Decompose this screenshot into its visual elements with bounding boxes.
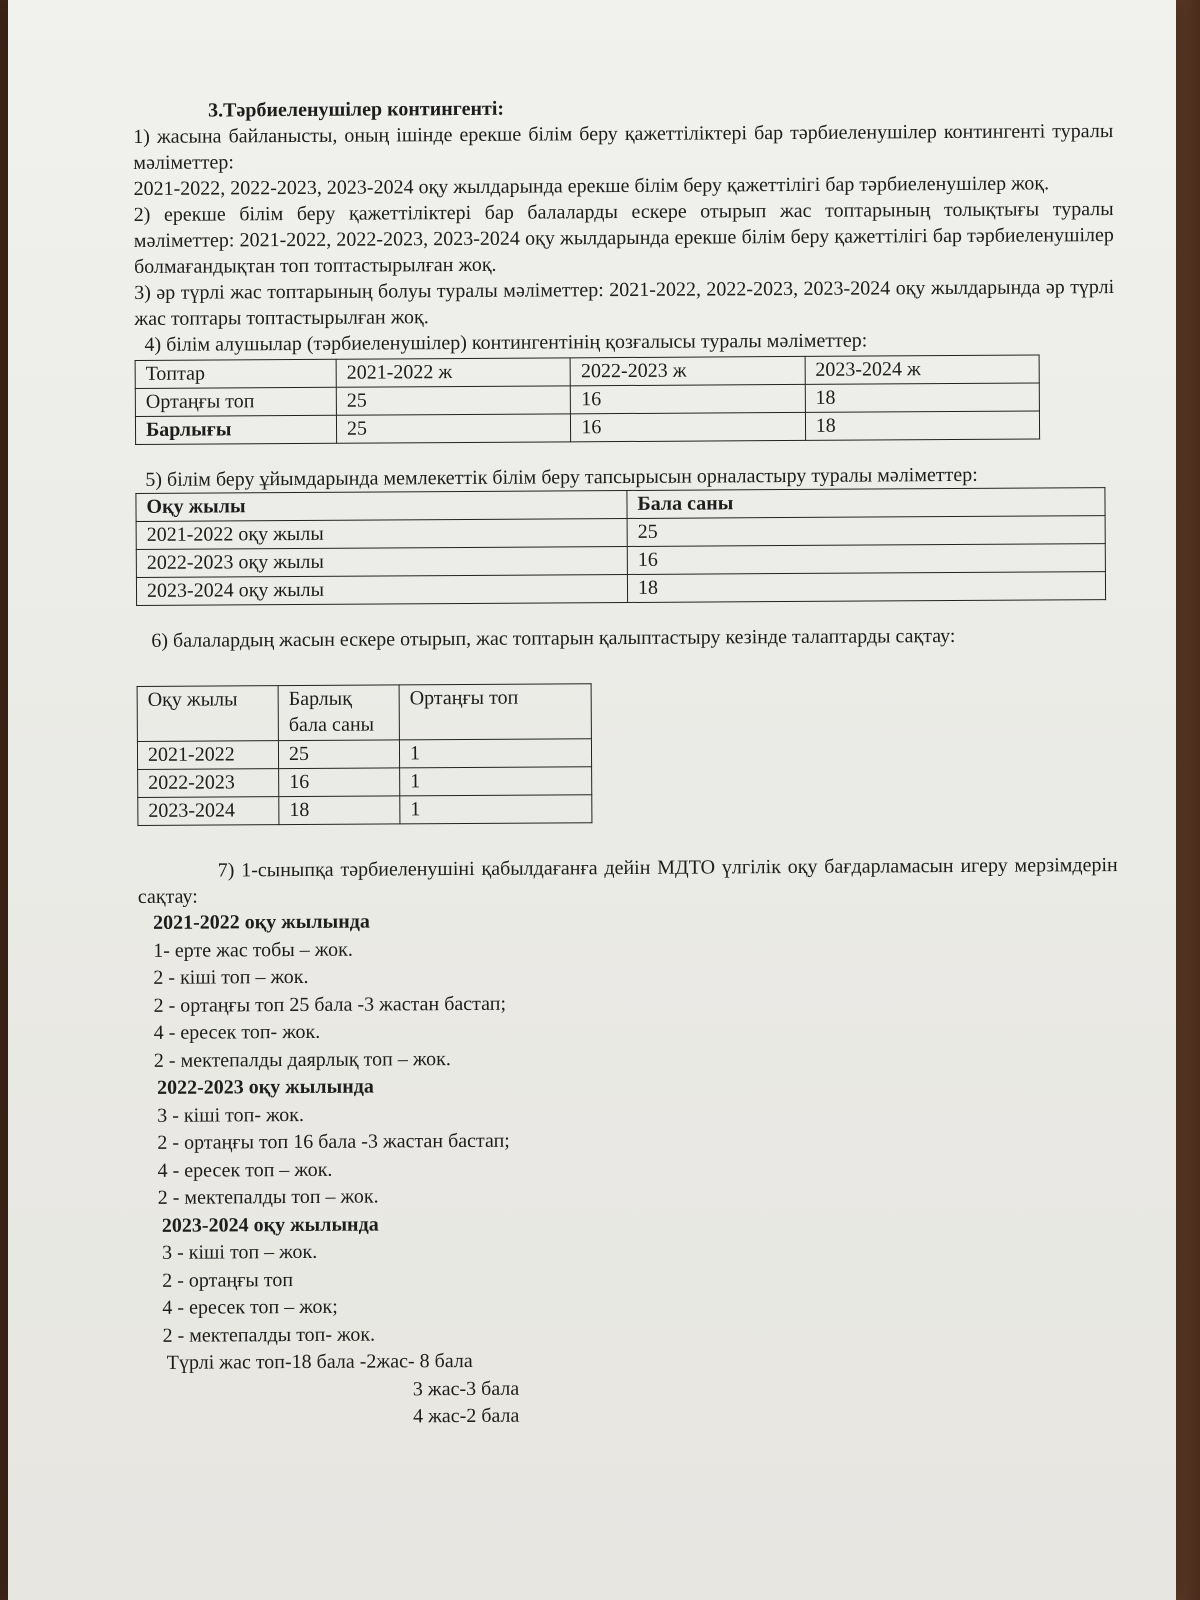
paragraph-4: 4) білім алушылар (тәрбиеленушілер) контингентінің қозғалысы туралы мәліметтер: <box>144 329 868 356</box>
table-header-row <box>137 684 591 742</box>
paragraph-2: 2) ерекше білім беру қажеттіліктері бар балаларды ескере отырып жас топтарының толықтығы туралы мәліметтер: 2021-2022, 2022-2023, 2023-2024 оқу жылдарында ерекше білім беру қажеттілігі бар тәрбиеленушілер болмағандықтан топ топтастырылған жоқ. <box>133 198 1114 278</box>
table-cell: 16 <box>279 768 400 797</box>
mixed-group-line: 4 жас-2 бала <box>412 1404 520 1428</box>
list-item: 2 - мектепалды топ – жок. <box>157 1185 379 1209</box>
table-cell: 2021-2022 оқу жылы <box>136 518 627 549</box>
table-cell: 18 <box>805 411 1040 440</box>
table-cell: 1 <box>399 739 591 768</box>
year-3-block <box>162 1206 1121 1432</box>
year-2-block <box>157 1069 1120 1212</box>
table-cell: 2023-2024 оқу жылы <box>136 574 627 605</box>
list-item: 2 - мектепалды даярлық топ – жок. <box>153 1047 451 1072</box>
document-page <box>8 0 1176 1600</box>
table-cell: 16 <box>627 544 1105 575</box>
list-item: 1- ерте жас тобы – жок. <box>153 938 353 962</box>
mixed-group-line: Түрлі жас топ-18 бала -2жас- 8 бала <box>166 1349 473 1374</box>
table-cell: 18 <box>627 572 1105 603</box>
table-header-cell: Барлық бала саны <box>278 685 399 741</box>
table-cell: 18 <box>279 796 400 825</box>
table-cell: 2023-2024 <box>138 797 279 826</box>
list-item: 4 - ересек топ – жок. <box>157 1158 333 1182</box>
paragraph-3: 3) әр түрлі жас топтарының болуы туралы мәліметтер: 2021-2022, 2022-2023, 2023-2024 оқу жылдарында әр түрлі жас топтары топтастырылған жоқ. <box>134 276 1115 330</box>
paragraph-1b: 2021-2022, 2022-2023, 2023-2024 оқу жылдарында ерекше білім беру қажеттілігі бар тәрбиеленушілер жоқ. <box>133 172 1050 200</box>
table-cell: 25 <box>627 516 1105 547</box>
table-cell: 16 <box>571 412 805 441</box>
table-row <box>138 795 592 826</box>
paragraph-1: 1) жасына байланысты, оның ішінде ерекше білім беру қажеттіліктері бар тәрбиеленушілер контингенті туралы мәліметтер: <box>133 120 1114 174</box>
age-group-table <box>137 683 593 826</box>
list-item: 4 - ересек топ- жок. <box>153 1020 321 1044</box>
list-item: 2 - ортаңғы топ <box>162 1268 294 1292</box>
table-cell: 25 <box>278 740 399 769</box>
table-cell: 2021-2022 <box>137 741 278 770</box>
table-cell: 16 <box>571 384 805 413</box>
table-cell: 18 <box>805 383 1040 412</box>
table-header-cell: Оқу жылы <box>137 686 278 742</box>
table-header-cell: Бала саны <box>627 488 1105 519</box>
list-item: 2 - мектепалды топ- жок. <box>162 1323 376 1347</box>
table-header-cell: Оқу жылы <box>136 490 627 521</box>
contingent-movement-table <box>135 354 1041 445</box>
paragraph-7: 7) 1-сыныпқа тәрбиеленушіні қабылдағанға дейін МДТО үлгілік оқу бағдарламасын игеру мерзімдерін сақтау: <box>137 853 1118 908</box>
mixed-group-line: 3 жас-3 бала <box>412 1377 520 1400</box>
list-item: 2 - ортаңғы топ 25 бала -3 жастан бастап; <box>153 992 507 1017</box>
list-item: 3 - кіші топ – жок. <box>161 1240 318 1264</box>
list-item: 3 - кіші топ- жок. <box>157 1103 305 1127</box>
year-title: 2021-2022 оқу жылында <box>152 910 370 934</box>
table-row <box>138 767 592 798</box>
section-heading: 3.Тәрбиеленушілер контингенті: <box>208 97 505 122</box>
table-cell: Барлығы <box>135 415 336 444</box>
table-header-cell: Топтар <box>135 359 336 388</box>
list-item: 2 - кіші топ – жок. <box>153 965 309 989</box>
paragraph-5: 5) білім беру ұйымдарында мемлекеттік білім беру тапсырысын орналастыру туралы мәліметтер: <box>145 463 978 491</box>
year-title: 2022-2023 оқу жылында <box>156 1075 374 1099</box>
table-row <box>137 739 591 770</box>
table-cell: 1 <box>400 795 592 824</box>
table-header-cell: 2023-2024 ж <box>805 355 1040 384</box>
table-cell: Ортаңғы топ <box>135 387 336 416</box>
table-cell: 25 <box>336 414 570 443</box>
year-1-block <box>153 904 1119 1075</box>
document-content <box>133 92 1121 1432</box>
table-header-cell: 2022-2023 ж <box>570 356 804 385</box>
table-cell: 1 <box>400 767 592 796</box>
year-title: 2023-2024 оқу жылында <box>161 1213 379 1237</box>
table-header-cell: 2021-2022 ж <box>336 358 570 387</box>
paragraph-6: 6) балалардың жасын ескере отырып, жас топтарын қалыптастыру кезінде талаптарды сақтау: <box>151 624 956 652</box>
list-item: 2 - ортаңғы топ 16 бала -3 жастан бастап; <box>157 1129 510 1154</box>
list-item: 4 - ересек топ – жок; <box>162 1295 338 1319</box>
table-cell: 2022-2023 оқу жылы <box>136 546 627 577</box>
table-cell: 25 <box>336 386 570 415</box>
table-header-cell: Ортаңғы топ <box>399 684 591 740</box>
state-order-table <box>135 487 1106 606</box>
table-cell: 2022-2023 <box>138 769 279 798</box>
